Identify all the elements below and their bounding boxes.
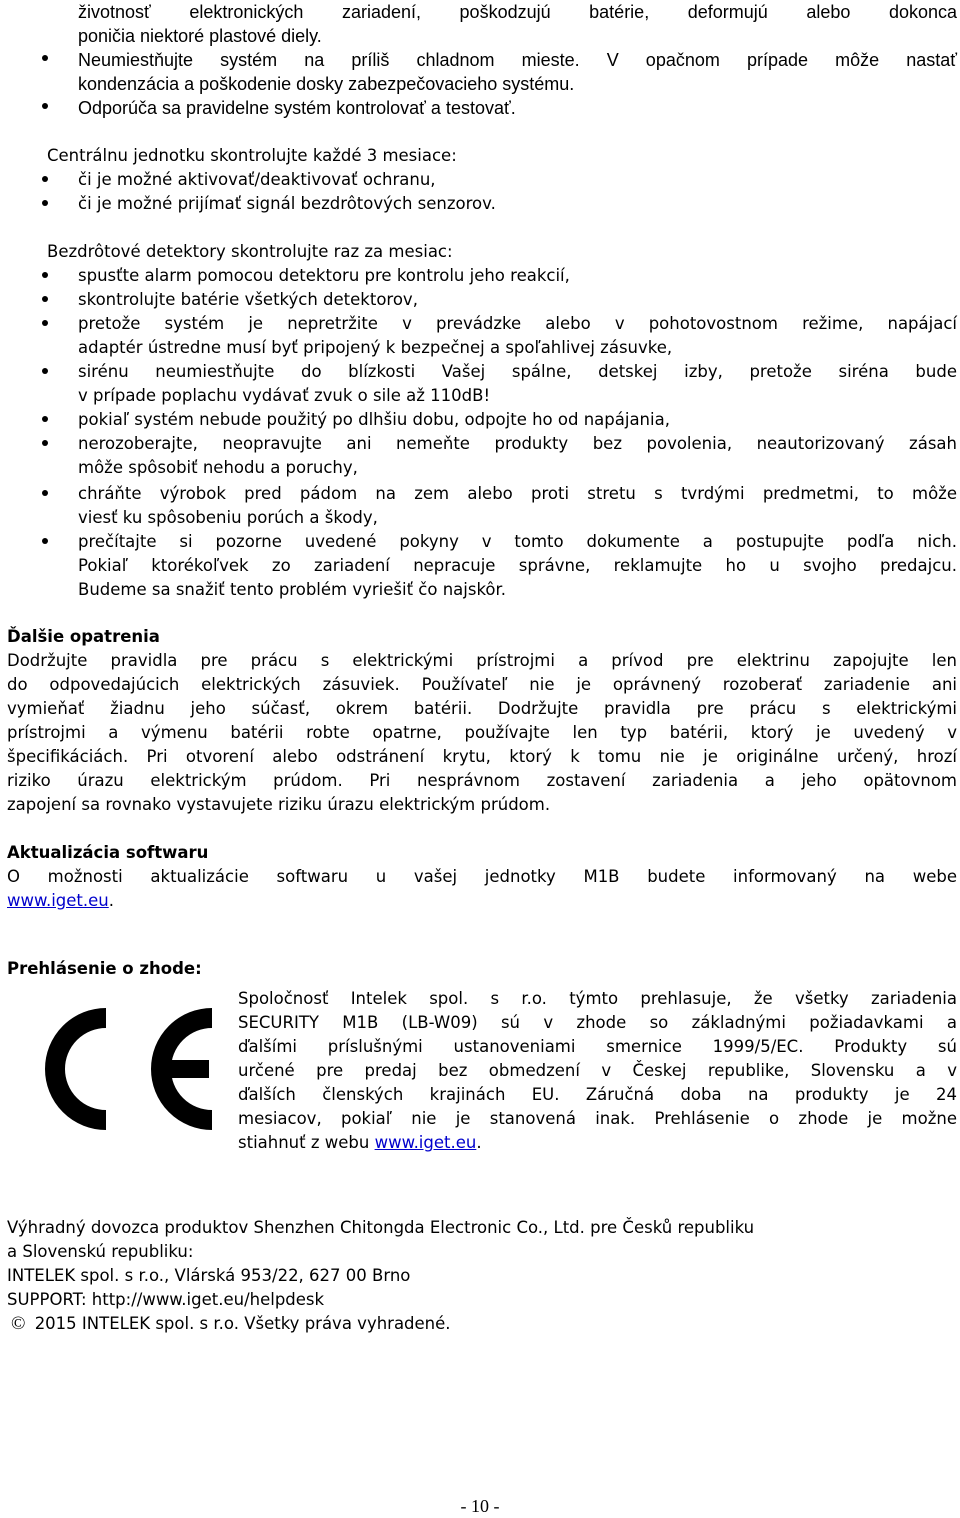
further-line-1: Dodržujte pravidla pre prácu s elektrickými prístrojmi a prívod pre elektrinu zapojujte len (7, 651, 957, 670)
conformity-line-3: ďalšími príslušnými ustanoveniami smernice 1999/5/EC. Produkty sú (238, 1037, 957, 1056)
bullet-icon (42, 416, 48, 422)
further-line-5: špecifikáciách. Pri otvorení alebo odstránení krytu, ktorý k tomu nie je originálne určený, hrozí (7, 747, 957, 766)
further-line-7: zapojení sa rovnako vystavujete riziku úrazu elektrickým prúdom. (7, 795, 551, 814)
wireless-bullet-8c: Budeme sa snažiť tento problém vyriešiť čo najskôr. (78, 580, 507, 599)
footer-importer-line-1: Výhradný dovozca produktov Shenzhen Chitongda Electronic Co., Ltd. pre Česků republiku (7, 1218, 755, 1237)
bullet-icon (42, 490, 48, 496)
further-line-3: vymieňať žiadnu jeho súčasť, okrem batérii. Dodržujte pravidla pre prácu s elektrickými (7, 699, 957, 718)
bullet-icon (42, 368, 48, 374)
further-line-4: prístrojmi a výmenu batérii robte opatrne, používajte len typ batérii, ktorý je uvedený v (7, 723, 957, 742)
software-link-period: . (108, 891, 114, 910)
wireless-bullet-6b: môže spôsobiť nehodu a poruchy, (78, 458, 358, 477)
intro-line-1: životnosť elektronických zariadení, poškodzujú batérie, deformujú alebo dokonca (78, 2, 957, 22)
central-bullet-2: či je možné prijímať signál bezdrôtových senzorov. (78, 194, 496, 213)
bullet-icon (42, 538, 48, 544)
wireless-bullet-2: skontrolujte batérie všetkých detektorov, (78, 290, 418, 309)
footer-address: INTELEK spol. s r.o., Vlárská 953/22, 627 00 Brno (7, 1266, 411, 1285)
bullet-icon (42, 55, 48, 61)
wireless-bullet-8b: Pokiaľ ktorékoľvek zo zariadení nepracuje správne, reklamujte ho u svojho predajcu. (78, 556, 957, 575)
further-line-2: do odpovedajúcich elektrických zásuviek. Používateľ nie je oprávnený rozoberať zariadenie ani (7, 675, 957, 694)
conformity-line-7 (238, 1131, 482, 1155)
wireless-bullet-5: pokiaľ systém nebude použitý po dlhšiu dobu, odpojte ho od napájania, (78, 410, 670, 429)
intro-line-4: kondenzácia a poškodenie dosky zabezpečovacieho systému. (78, 74, 575, 94)
bullet-icon (42, 272, 48, 278)
conformity-line-4: určené pre predaj bez obmedzení v Českej republike, Slovensku a v (238, 1061, 957, 1080)
central-heading: Centrálnu jednotku skontrolujte každé 3 mesiace: (47, 146, 457, 165)
conformity-line-7-text: stiahnuť z webu (238, 1133, 370, 1152)
software-link-line (7, 889, 114, 913)
page-number: - 10 - (460, 1496, 500, 1516)
wireless-bullet-7a: chráňte výrobok pred pádom na zem alebo proti stretu s tvrdými predmetmi, to môže (78, 484, 957, 503)
wireless-bullet-8a: prečítajte si pozorne uvedené pokyny v tomto dokumente a postupujte podľa nich. (78, 532, 957, 551)
bullet-icon (42, 296, 48, 302)
software-link[interactable]: www.iget.eu (7, 891, 109, 910)
footer-importer-line-2: a Slovenskú republiku: (7, 1242, 194, 1261)
intro-line-2: poničia niektoré plastové diely. (78, 26, 322, 46)
bullet-icon (42, 320, 48, 326)
conformity-heading: Prehlásenie o zhode: (7, 959, 202, 978)
software-heading: Aktualizácia softwaru (7, 843, 209, 862)
wireless-bullet-4b: v prípade poplachu vydávať zvuk o sile až 110dB! (78, 386, 491, 405)
bullet-icon (42, 103, 48, 109)
conformity-line-1: Spoločnosť Intelek spol. s r.o. týmto prehlasuje, že všetky zariadenia (238, 989, 957, 1008)
wireless-heading: Bezdrôtové detektory skontrolujte raz za mesiac: (47, 242, 453, 261)
further-heading: Ďalšie opatrenia (7, 627, 160, 646)
conformity-line-2: SECURITY M1B (LB-W09) sú v zhode so základnými požiadavkami a (238, 1013, 957, 1032)
conformity-link-period: . (476, 1133, 482, 1152)
bullet-icon (42, 200, 48, 206)
central-bullet-1: či je možné aktivovať/deaktivovať ochranu, (78, 170, 436, 189)
conformity-line-6: mesiacov, pokiaľ nie je stanovená inak. Prehlásenie o zhode je možne (238, 1109, 957, 1128)
conformity-link[interactable]: www.iget.eu (374, 1133, 477, 1152)
intro-line-5: Odporúča sa pravidelne systém kontrolovať a testovať. (78, 98, 516, 118)
copyright-icon: © (11, 1313, 26, 1334)
footer-copyright (7, 1312, 451, 1336)
wireless-bullet-4a: sirénu neumiestňujte do blízkosti Vašej spálne, detskej izby, pretože siréna bude (78, 362, 957, 381)
bullet-icon (42, 176, 48, 182)
conformity-line-5: ďalších členských krajinách EU. Záručná doba na produkty je 24 (238, 1085, 957, 1104)
further-line-6: riziko úrazu elektrickým prúdom. Pri nesprávnom zostavení zariadenia a jeho opätovnom (7, 771, 957, 790)
wireless-bullet-3a: pretože systém je nepretržite v prevádzke alebo v pohotovostnom režime, napájací (78, 314, 957, 333)
footer-support: SUPPORT: http://www.iget.eu/helpdesk (7, 1290, 325, 1309)
software-line-1: O možnosti aktualizácie softwaru u vašej jednotky M1B budete informovaný na webe (7, 867, 957, 886)
wireless-bullet-7b: viesť ku spôsobeniu porúch a škody, (78, 508, 378, 527)
copyright-text: 2015 INTELEK spol. s r.o. Všetky práva vyhradené. (34, 1314, 451, 1333)
bullet-icon (42, 440, 48, 446)
wireless-bullet-1: spusťte alarm pomocou detektoru pre kontrolu jeho reakcií, (78, 266, 570, 285)
wireless-bullet-3b: adaptér ústredne musí byť pripojený k bezpečnej a spoľahlivej zásuvke, (78, 338, 673, 357)
wireless-bullet-6a: nerozoberajte, neopravujte ani nemeňte produkty bez povolenia, neautorizovaný zásah (78, 434, 957, 453)
intro-line-3: Neumiestňujte systém na príliš chladnom mieste. V opačnom prípade môže nastať (78, 50, 957, 70)
ce-mark-logo (14, 1000, 219, 1138)
